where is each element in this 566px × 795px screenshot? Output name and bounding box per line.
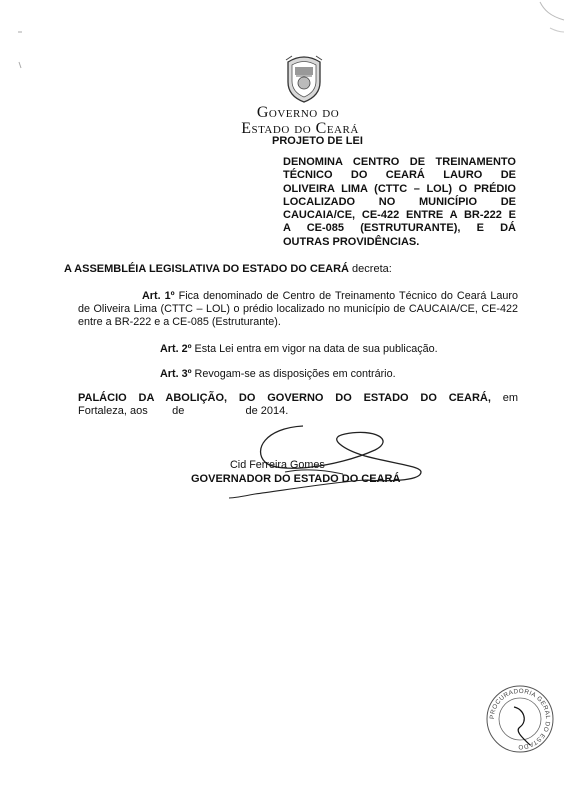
closing-block [78,392,518,418]
page-corner-mark [530,0,566,40]
article-1 [78,290,518,329]
article-1-text: Fica denominado de Centro de Treinamento Técnico do Ceará Lauro de Oliveira Lima (CTTC – LOL) o prédio localizado no município de CAUCAIA/CE, CE-422 entre a BR-222 e a CE-085 (Estruturante). [78,290,518,328]
ementa-line: CAUCAIA/CE, CE-422 ENTRE A BR-222 E [283,209,516,222]
state-heading: Estado do Ceará [241,120,359,137]
ementa-line: LOCALIZADO NO MUNICÍPIO DE [283,195,516,208]
article-1-label: Art. 1º [142,290,175,302]
document-type: PROJETO DE LEI [272,135,363,147]
article-2 [160,343,438,355]
article-2-text: Esta Lei entra em vigor na data de sua publicação. [191,343,438,355]
ementa-line: OUTRAS PROVIDÊNCIAS. [283,235,420,248]
government-heading: Governo do [256,104,340,121]
stamp-text: PROCURADORIA GERAL DO ESTADO [488,687,552,751]
svg-text:PROCURADORIA GERAL DO ESTADO [489,688,551,750]
ementa-line: TÉCNICO DO CEARÁ LAURO DE [283,169,516,182]
ementa-line: OLIVEIRA LIMA (CTTC – LOL) O PRÉDIO [283,182,516,195]
closing-palace-line [78,392,518,405]
signatory-title: GOVERNADOR DO ESTADO DO CEARÁ [191,473,401,485]
preamble-decree: decreta: [349,263,392,275]
preamble-assembly: A ASSEMBLÉIA LEGISLATIVA DO ESTADO DO CEARÁ [64,263,349,275]
closing-palace: PALÁCIO DA ABOLIÇÃO, DO GOVERNO DO ESTADO DO CEARÁ, [78,392,491,404]
margin-marks [14,26,34,76]
state-crest-icon [282,52,326,104]
article-3-label: Art. 3º [160,368,192,380]
ementa-block [283,156,516,249]
ementa-line: A CE-085 (ESTRUTURANTE), E DÁ [283,222,516,235]
signatory-name: Cid Ferreira Gomes [230,459,325,471]
closing-em: em [490,392,519,404]
ementa-line: DENOMINA CENTRO DE TREINAMENTO [283,156,516,168]
article-3-text: Revogam-se as disposições em contrário. [191,368,396,380]
official-stamp [484,683,556,755]
closing-city-date: Fortaleza, aos de de 2014. [78,405,289,417]
article-2-label: Art. 2º [160,343,192,355]
preamble [64,263,392,275]
article-3 [160,368,396,380]
